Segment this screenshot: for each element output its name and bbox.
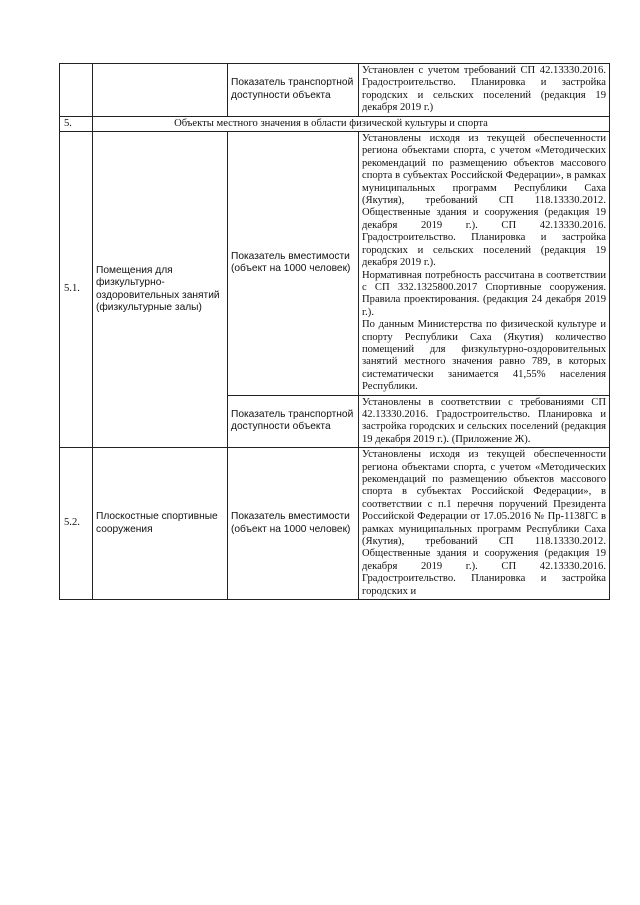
capacity-justification: Установлены исходя из текущей обеспеченности региона объектами спорта, с учетом «Методических рекомендаций по размещению объектов массового спорта в субъектах Российской Федерации», в соответствии с п.1 перечня поручений Президента Российской Федерации от 17.05.2016 № Пр-1138ГС в рамках муниципальных программ Республики Саха (Якутия), требований СП 118.13330.2012. Общественные здания и сооружения (редакция 19 декабря 2019 г.). СП 42.13330.2016. Градостроительство. Планировка и застройка городских и [359, 448, 610, 600]
norms-table [59, 63, 610, 600]
transport-indicator: Показатель транспортной доступности объекта [228, 395, 359, 448]
justification-cell: Установлен с учетом требований СП 42.13330.2016. Градостроительство. Планировка и застройка городских и сельских поселений (редакция 19 декабря 2019 г.) [359, 64, 610, 117]
capacity-indicator: Показатель вместимости (объект на 1000 человек) [228, 448, 359, 600]
section-title-cell [93, 116, 610, 131]
section-number: 5. [60, 116, 93, 131]
section-title: Объекты местного значения в области физической культуры и спорта [174, 117, 488, 129]
number-cell [60, 64, 93, 117]
row-number: 5.2. [60, 448, 93, 600]
name-cell [93, 64, 228, 117]
capacity-indicator: Показатель вместимости (объект на 1000 человек) [228, 132, 359, 396]
transport-justification: Установлены в соответствии с требованиями СП 42.13330.2016. Градостроительство. Планировка и застройка городских и сельских поселений (редакция 19 декабря 2019 г.). (Приложение Ж). [359, 395, 610, 448]
justification-paragraph: Нормативная потребность рассчитана в соответствии с СП 332.1325800.2017 Спортивные сооружения. Правила проектирования. (редакция 24 декабря 2019 г.). [362, 269, 606, 318]
table-row [60, 64, 610, 117]
section-header-row [60, 116, 610, 131]
capacity-justification [359, 132, 610, 396]
object-name: Помещения для физкультурно-оздоровительных занятий (физкультурные залы) [93, 132, 228, 448]
table-row [60, 448, 610, 600]
document-page [59, 63, 609, 600]
object-name: Плоскостные спортивные сооружения [93, 448, 228, 600]
indicator-cell: Показатель транспортной доступности объекта [228, 64, 359, 117]
row-number: 5.1. [60, 132, 93, 448]
justification-paragraph: Установлены исходя из текущей обеспеченности региона объектами спорта, с учетом «Методических рекомендаций по размещению объектов массового спорта в субъектах Российской Федерации», в рамках муниципальных программ Республики Саха (Якутия), требований СП 118.13330.2012. Общественные здания и сооружения (редакция 19 декабря 2019 г.). СП 42.13330.2016. Градостроительство. Планировка и застройка городских и сельских поселений (редакция 19 декабря 2019 г.). [362, 133, 606, 269]
justification-paragraph: По данным Министерства по физической культуре и спорту Республики Саха (Якутия) количество помещений для физкультурно-оздоровительных занятий местного значения равно 789, в которых систематически занимается 41,55% населения Республики. [362, 319, 606, 393]
table-row [60, 132, 610, 396]
